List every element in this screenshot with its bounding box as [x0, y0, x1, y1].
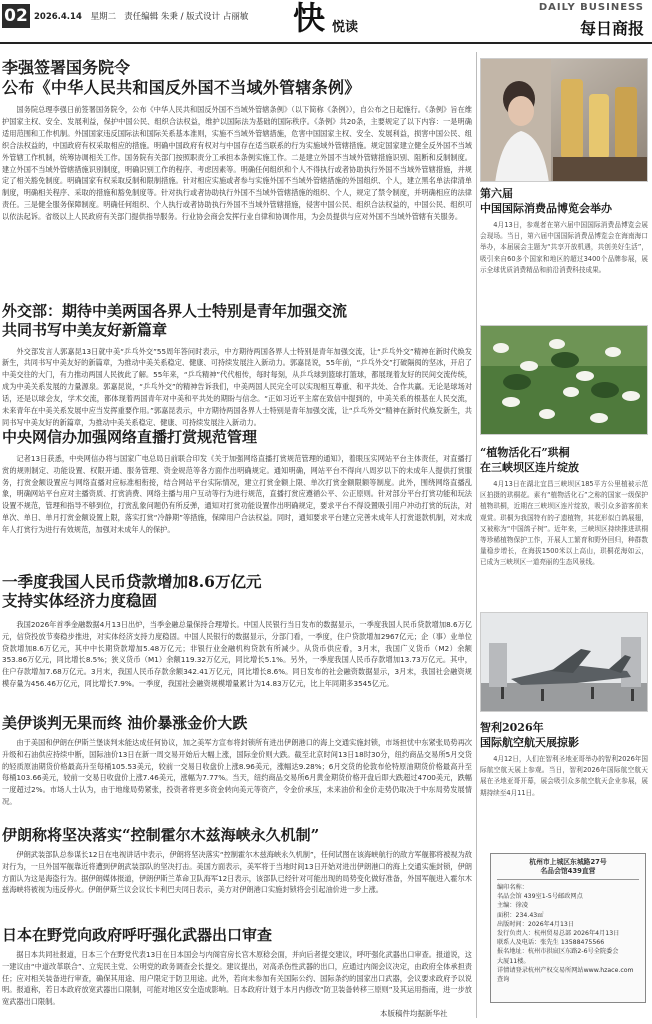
- article-hormuz: [2, 826, 472, 919]
- notice-line: 主编：徐凌: [497, 902, 528, 910]
- article-body: 记者13日获悉，中央网信办将与国家广电总局日前联合印发《关于加强网络直播打赏规范管理的通知》，着眼压实网站平台主体责任，对直播打赏的规则制定、功能设置、权限开通、服务管理、资金规范等各方面作出明确规定。通知明确，网站平台不得向八周岁以下的未成年人提供打赏服务，打赏金额设置应与网络直播对应标准相衔接，结合网站平台实际情况，建立打赏金额上限、单次打赏金额限额等制度。此外，围绕网络直播乱象，明确网站平台应对主播资质、打赏消费、网络主播与用户互动等行为进行规范，直播打赏应遵循公平、公正原则。针对部分平台打赏功能和玩法设置不规范，管理和指导不够到位，打赏乱象问题仍有所反弹，通知对打赏功能设置作出明确规定，要求平台不得设置吸引用户冲动打赏的玩法，对单次、单日、单月打赏金额设置上限，落实打赏“冷静期”等措施，保障用户合法权益。同时，通知要求平台建立完善未成年人打赏退款机制，对未成年人打赏行为进行有效规范，加强对未成年人的保护。: [2, 453, 472, 535]
- issue-weekday: 星期二: [90, 12, 117, 22]
- dove-tree-photo: [480, 325, 648, 435]
- sidebar-title: 第六届 中国国际消费品博览会举办: [480, 187, 612, 215]
- sidebar-story-dove-tree: [480, 325, 648, 599]
- masthead: [0, 0, 652, 44]
- sidebar-body: 4月12日，人们在智利圣地亚哥举办的智利2026年国际航空航天展上参观。当日，智利2026年国际航空航天展在圣地亚哥开幕，展会吸引众多航空航天企业参展，展期持续至4月11日。: [480, 755, 648, 797]
- article-livestream: [2, 428, 472, 575]
- article-title: 日本在野党向政府呼吁强化武器出口审查: [2, 926, 273, 944]
- sidebar-title: “植物活化石”珙桐 在三峡坝区连片绽放: [480, 446, 579, 474]
- source-credit: 本版稿件均据新华社: [380, 1009, 448, 1018]
- article-body: 外交部发言人郭嘉昆13日就中美“乒乓外交”55周年答问时表示，中方期待两国各界人士特别是青年加强交流，让“乒乓外交”精神在新时代焕发新生，共同书写中美友好的新篇章，为推动中美关系稳定、健康、可持续发展注入新动力。郭嘉昆说，55年前，“乒乓外交”打破隔阂的坚冰，开启了中美交往的大门，有力推动两国人民彼此了解。55年来，“乒乓精神”代代相传，每时每刻，从乒乓球到篮球打篮球，都展现着友好的民间交流传统，成为中美关系发展的力量源泉。郭嘉昆说，“乒乓外交”的精神告诉我们，中美两国人民完全可以实现相互尊重、和平共处、合作共赢。无论是球场对话，还是以球会友，学术交流，都体现着两国青年对中美和平共处的期盼与信念。“正如习近平主席在致信中提到的，中美关系的根基在人民交流，未来青年在中美关系发展中应当发挥重要作用。”郭嘉昆表示，中方期待两国各界人士特别是青年加强交流，让“乒乓外交”精神在新时代焕发新生，共同书写中美友好的新篇章，为推动中美关系稳定、健康、可持续发展注入新动力。: [2, 346, 472, 427]
- notice-line: 详情请登录杭州产权交易所网站www.hzace.com查询: [497, 966, 634, 984]
- article-title: 外交部：期待中美两国各界人士特别是青年加强交流: [2, 302, 348, 320]
- article-loans: [2, 572, 472, 729]
- issue-editors: 责任编辑 朱秉 / 版式设计 占丽敏: [124, 12, 249, 22]
- notice-line: 发行负责人：杭州贸易总部 2026年4月13日: [497, 930, 620, 938]
- brand-chinese: 每日商报: [579, 19, 644, 38]
- notice-line: 名品会馆 439室1-5号邮政网点: [497, 893, 583, 901]
- article-title: 支持实体经济力度稳固: [2, 591, 158, 611]
- notice-address: 杭州市上城区东城路27号 名品会馆439直营: [497, 858, 639, 880]
- notice-line: 面积：234.43㎡: [497, 911, 544, 919]
- article-title: 李强签署国务院令: [2, 58, 131, 77]
- article-japan-arms: [2, 926, 472, 1019]
- article-body: 国务院总理李强日前签署国务院令，公布《中华人民共和国反外国不当域外管辖条例》（以下简称《条例》），自公布之日起施行。《条例》旨在维护国家主权、安全、发展利益，保护中国公民、组织合法权益，维护以国际法为基础的国际秩序。《条例》共20条，主要规定了以下内容：一是明确适用范围和工作机制。外国国家违反国际法和国际关系基本准则，实施不当域外管辖措施，危害中国国家主权、安全、发展利益，损害中国公民、组织合法权益的，中国政府有权采取相应的措施。明确中国政府有权对与中国存在适当联系的行为实施域外管辖措施。规定国家建立健全反外国不当域外管辖工作机制，统筹协调相关工作。国务院有关部门按照职责分工承担本条例实施工作。二是建立外国不当域外管辖措施识别、阻断和反制制度。建立外国不当域外管辖措施识别制度，明确识别工作的程序、考虑因素等。明确任何组织和个人不得执行或者协助执行外国不当域外管辖措施，并规定了相关豁免制度。明确国家有权采取反制和限制措施。针对相应实施或者参与实施外国不当域外管辖措施的外国组织、个人，建立黑名单法律清单制度，明确相关程序、采取的措施和豁免制度等。针对执行或者协助执行外国不当域外管辖措施的组织、个人，规定了禁令制度，并明确相应的法律责任。三是健全服务保障制度。明确任何组织、个人执行或者协助执行外国不当域外管辖措施，侵害中国公民、组织合法权益的，中国公民、组织可以依法起诉。省级以上人民政府有关部门提供指导服务。行业协会商会发挥行业自律和协调作用，为会员提供与应对外国不当域外管辖有关服务。: [2, 105, 472, 222]
- article-body: 我国2026年首季金融数据4月13日出炉，当季金融总量保持合理增长。中国人民银行当日发布的数据显示，一季度我国人民币贷款增加8.6万亿元，信贷投放节奏稳步推进，对实体经济支持力度稳固。中国人民银行的数据显示，分部门看，一季度，住户贷款增加2967亿元；企（事）业单位贷款增加8.6万亿元，其中中长期贷款增加5.48万亿元；非银行业金融机构贷款有所减少。从货币供应看，3月末，我国广义货币（M2）余额353.86万亿元，同比增长8.5%；狭义货币（M1）余额119.32万亿元，同比增长5.1%。另外，一季度我国人民币存款增加13.73万亿元。其中，住户存款增加7.68万亿元。3月末，我国人民币存款余额342.41万亿元，同比增长8.6%。同日发布的社会融资数据显示，3月末，我国社会融资规模存量为456.46万亿元，同比增长7.9%。一季度，我国社会融资规模增量累计为14.83万亿元，比上年同期多3545亿元。: [2, 619, 472, 689]
- article-title: 一季度我国人民币贷款增加8.6万亿元: [2, 572, 262, 591]
- column-divider: [476, 52, 477, 1018]
- sidebar-story-airshow: [480, 612, 648, 810]
- article-title: 公布《中华人民共和国反外国不当域外管辖条例》: [2, 78, 361, 97]
- page-number: 02: [2, 4, 30, 28]
- header-divider: [0, 42, 652, 44]
- section-logo-char: 快: [293, 0, 326, 37]
- article-body: 伊朗武装部队总参谋长12日在电视讲话中表示，伊朗将坚决落实“控制霍尔木兹海峡永久机制”，任何试图在该海峡航行的敌方军舰都将被视为敌对行为，一旦外国军舰靠近将遭到伊朗武装部队的坚决打击。美国方面表示，美军将于当地时间13日开始对进出伊朗港口的海上交通实施封锁，伊朗方面认为这是海盗行为。据伊朗媒体报道，伊朗伊斯兰革命卫队海军12日表示，该部队已经针对可能出现的局势变化做好准备，外国军舰进入霍尔木兹海峡将被视为违反停火。伊朗伊斯兰议会议长卡利巴夫同日表示，美方对伊朗港口实施封锁将会引起油价进一步上涨。: [2, 849, 472, 895]
- issue-info: [34, 10, 248, 22]
- article-decree: [2, 58, 472, 287]
- notice-line: 报名地址：杭州市拱宸区东路2-6号全院委会: [497, 948, 619, 956]
- section-name: 悦读: [332, 20, 359, 35]
- article-oil-gold: [2, 714, 472, 832]
- expo-photo: [480, 58, 648, 182]
- article-title: 共同书写中美友好新篇章: [2, 320, 168, 339]
- article-body: 由于美国和伊朗在伊斯兰堡谈判未能达成任何协议，加之美军方宣布将封锁所有进出伊朗港口的海上交通实施封锁，市场担忧中东紧张局势再次升级和石油供应持续中断，国际油价13日在新一周交易开始后大幅上涨，国际金价则大跌。截至北京时间13日18时30分，纽约商品交易所5月交货的轻质原油期货价格最高升至每桶105.53美元，较前一交易日收盘价上涨8.96美元，涨幅达9.28%；6月交货的伦敦布伦特原油期货价格最高升至每桶103.66美元，较前一交易日收盘价上涨7.46美元，涨幅为7.77%。当天，纽约商品交易所6月黄金期货价格开盘后即大跌超过4700美元，跌幅一度超过2%。市场人士认为，由于地缘局势紧张，投资者将更多资金转向美元等资产，令金价承压，未来油价和金价走势仍取决于中东局势发展情况。: [2, 737, 472, 807]
- article-title: 伊朗称将坚决落实“控制霍尔木兹海峡永久机制”: [2, 826, 320, 844]
- notice-line: 出版时间：2026年4月13日: [497, 920, 575, 928]
- sidebar-story-expo: [480, 58, 648, 288]
- article-title: 中央网信办加强网络直播打赏规范管理: [2, 428, 258, 446]
- notice-box: [490, 853, 646, 1003]
- sidebar-body: 4月13日在湖北宜昌三峡坝区185平方公里植被示范区拍摄的珙桐花。素有“植物活化石”之称的国家一级保护植物珙桐，近期在三峡坝区连片绽放，吸引众多游客前来观赏。珙桐为我国特有的孑遗植物，其花形似白鸽展翅，又被称为“中国鸽子树”。近年来，三峡坝区持续推进珙桐等珍稀植物保护工作，开展人工繁育和野外回归，种群数量稳步增长，在海拔1500米以上高山，珙桐花海如云，已成为三峡坝区一道亮丽的生态风景线。: [480, 480, 648, 567]
- sidebar-body: 4月13日，参观者在第六届中国国际消费品博览会展会现场。当日，第六届中国国际消费品博览会在海南海口举办，本届展会主题为“共享开放机遇，共创美好生活”，吸引来自60多个国家和地区的超过3400个品牌参展，展示全球优质消费精品和前沿消费科技成果。: [480, 221, 648, 274]
- sidebar-title: 智利2026年 国际航空航天展掠影: [480, 721, 579, 749]
- article-title: 美伊谈判无果而终 油价暴涨金价大跌: [2, 714, 248, 732]
- article-body: 据日本共同社报道，日本三个在野党代表13日在日本国会与内阁官房长官木原稔会面，并向后者提交建议，呼吁强化武器出口审查。报道说，这一建议由“中道改革联合”、立宪民主党、公明党的政务调查会长提交。建议提出，对高杀伤性武器的出口，应通过内阁会议决定，由政府全体承担责任；应对相关装备进行审查，确保其用途、用户限定于防卫用途。此外，若向未参加有关国际公约、国际条约的国家出口武器，会议要求政府予以说明。报道称，若日本政府放宽武器出口限制，可能对地区安全造成影响。日本政府计划于本月内修改“防卫装备转移三原则”及其运用指南，进一步放宽武器出口限制。: [2, 949, 472, 1007]
- airshow-photo: [480, 612, 648, 712]
- issue-date: 2026.4.14: [34, 12, 82, 22]
- notice-line: 大厦11楼。: [497, 957, 530, 965]
- notice-line: 联系人及电话：张先生 13588475566: [497, 939, 605, 947]
- notice-line: 编印名称：: [497, 884, 528, 891]
- brand-english: DAILY BUSINESS: [538, 2, 644, 13]
